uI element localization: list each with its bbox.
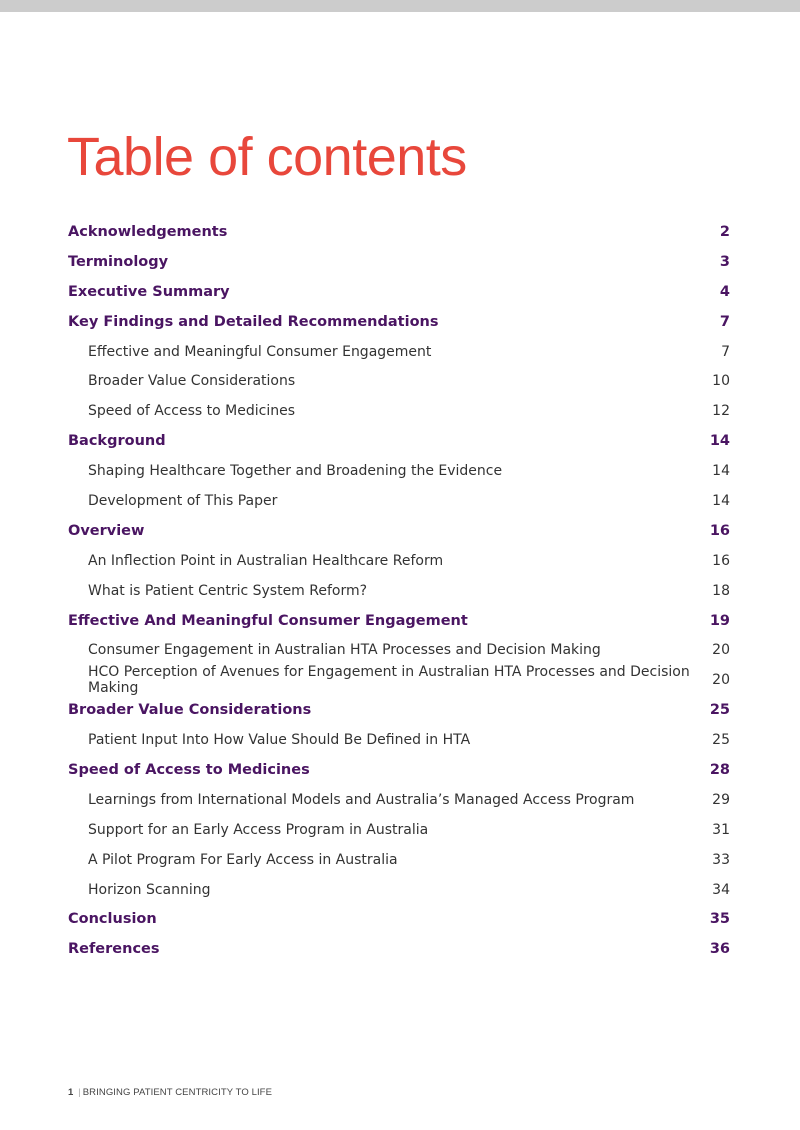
toc-section-entry[interactable] — [68, 606, 730, 636]
toc-section-entry[interactable] — [68, 695, 730, 725]
toc-entry-page: 18 — [712, 582, 730, 599]
toc-subsection-entry[interactable] — [68, 456, 730, 486]
toc-subsection-entry[interactable] — [68, 366, 730, 396]
toc-section-entry[interactable] — [68, 277, 730, 307]
toc-entry-page: 16 — [712, 552, 730, 569]
top-bar — [0, 0, 800, 12]
toc-entry-label: What is Patient Centric System Reform? — [88, 582, 368, 599]
toc-entry-page: 14 — [712, 463, 730, 480]
toc-subsection-entry[interactable] — [68, 665, 730, 695]
toc-subsection-entry[interactable] — [68, 785, 730, 815]
toc-entry-label: Learnings from International Models and Australia’s Managed Access Program — [88, 791, 635, 808]
page-footer — [68, 1087, 272, 1098]
toc-entry-page: 20 — [712, 672, 730, 689]
toc-entry-page: 2 — [719, 223, 730, 240]
toc-entry-label: Key Findings and Detailed Recommendations — [68, 313, 439, 330]
toc-entry-page: 28 — [709, 761, 730, 778]
toc-entry-page: 3 — [719, 253, 730, 270]
toc-subsection-entry[interactable] — [68, 396, 730, 426]
toc-entry-page: 16 — [709, 522, 730, 539]
toc-entry-label: Development of This Paper — [88, 492, 278, 509]
toc-section-entry[interactable] — [68, 426, 730, 456]
table-of-contents — [68, 217, 730, 964]
toc-entry-label: A Pilot Program For Early Access in Australia — [88, 851, 398, 868]
toc-entry-label: Horizon Scanning — [88, 881, 211, 898]
toc-entry-page: 25 — [712, 732, 730, 749]
toc-entry-page: 33 — [712, 851, 730, 868]
toc-entry-label: Terminology — [68, 253, 169, 270]
toc-entry-label: Broader Value Considerations — [68, 702, 312, 719]
toc-section-entry[interactable] — [68, 307, 730, 337]
toc-entry-page: 14 — [712, 492, 730, 509]
toc-entry-label: An Inflection Point in Australian Healthcare Reform — [88, 552, 444, 569]
toc-entry-page: 7 — [721, 343, 730, 360]
footer-text: BRINGING PATIENT CENTRICITY TO LIFE — [82, 1087, 273, 1098]
toc-section-entry[interactable] — [68, 217, 730, 247]
toc-entry-label: Consumer Engagement in Australian HTA Processes and Decision Making — [88, 642, 601, 659]
toc-entry-label: Effective and Meaningful Consumer Engagement — [88, 343, 432, 360]
toc-section-entry[interactable] — [68, 904, 730, 934]
toc-entry-label: Speed of Access to Medicines — [68, 761, 310, 778]
toc-entry-page: 34 — [712, 881, 730, 898]
toc-subsection-entry[interactable] — [68, 635, 730, 665]
toc-subsection-entry[interactable] — [68, 486, 730, 516]
toc-subsection-entry[interactable] — [68, 815, 730, 845]
toc-subsection-entry[interactable] — [68, 546, 730, 576]
toc-section-entry[interactable] — [68, 247, 730, 277]
toc-entry-label: Conclusion — [68, 911, 157, 928]
footer-separator: | — [78, 1087, 81, 1098]
toc-subsection-entry[interactable] — [68, 845, 730, 875]
toc-subsection-entry[interactable] — [68, 725, 730, 755]
page-title: Table of contents — [67, 127, 467, 187]
toc-entry-page: 10 — [712, 373, 730, 390]
toc-entry-page: 19 — [709, 612, 730, 629]
toc-entry-label: Patient Input Into How Value Should Be Defined in HTA — [88, 732, 471, 749]
toc-entry-page: 4 — [719, 283, 730, 300]
toc-entry-label: References — [68, 941, 160, 958]
toc-entry-page: 31 — [712, 821, 730, 838]
toc-section-entry[interactable] — [68, 934, 730, 964]
toc-entry-label: Overview — [68, 522, 145, 539]
toc-entry-label: Effective And Meaningful Consumer Engagement — [68, 612, 468, 629]
toc-entry-page: 35 — [709, 911, 730, 928]
toc-entry-page: 14 — [709, 433, 730, 450]
toc-entry-page: 25 — [709, 702, 730, 719]
toc-entry-label: Acknowledgements — [68, 223, 228, 240]
toc-section-entry[interactable] — [68, 755, 730, 785]
toc-section-entry[interactable] — [68, 516, 730, 546]
toc-subsection-entry[interactable] — [68, 576, 730, 606]
toc-entry-label: Support for an Early Access Program in Australia — [88, 821, 429, 838]
toc-entry-label: HCO Perception of Avenues for Engagement in Australian HTA Processes and Decision Making — [88, 664, 690, 697]
toc-entry-page: 20 — [712, 642, 730, 659]
toc-entry-label: Broader Value Considerations — [88, 373, 296, 390]
toc-entry-label: Shaping Healthcare Together and Broadening the Evidence — [88, 463, 503, 480]
toc-entry-page: 29 — [712, 791, 730, 808]
toc-entry-page: 7 — [719, 313, 730, 330]
toc-entry-label: Background — [68, 433, 166, 450]
toc-entry-label: Speed of Access to Medicines — [88, 403, 295, 420]
toc-entry-page: 36 — [709, 941, 730, 958]
toc-subsection-entry[interactable] — [68, 875, 730, 905]
footer-page-number: 1 — [68, 1087, 74, 1098]
toc-subsection-entry[interactable] — [68, 337, 730, 367]
toc-entry-label: Executive Summary — [68, 283, 230, 300]
toc-entry-page: 12 — [712, 403, 730, 420]
